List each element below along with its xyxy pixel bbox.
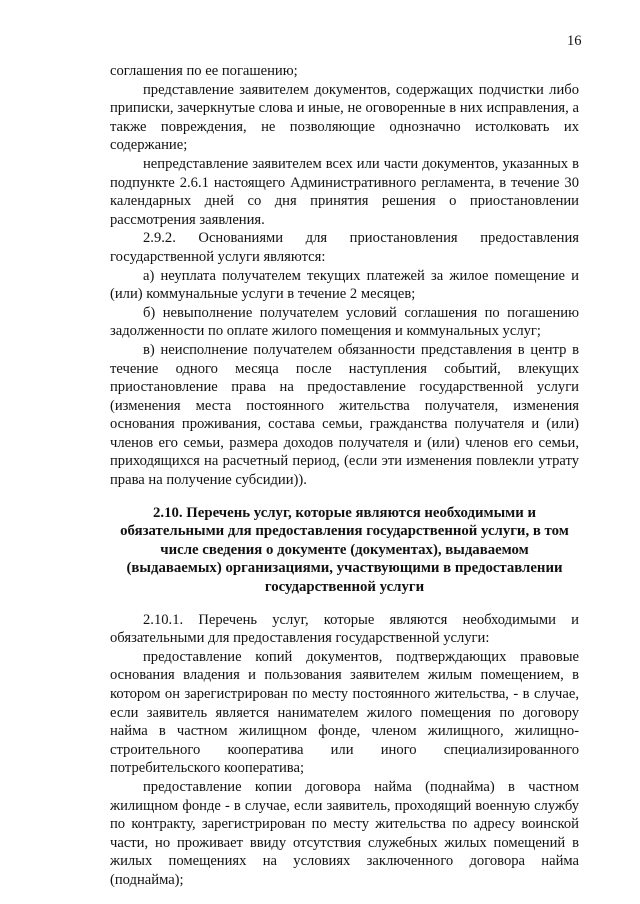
page-number: 16	[567, 33, 582, 49]
list-item-a: а) неуплата получателем текущих платежей за жилое помещение и (или) коммунальные услуги в течение 2 месяцев;	[110, 267, 579, 303]
paragraph-missing-documents: непредставление заявителем всех или части документов, указанных в подпункте 2.6.1 настоящего Административного регламента, в течение 30 календарных дней со дня принятия решения о приостановлении рассмотрения заявления.	[110, 155, 579, 228]
list-item-b: б) невыполнение получателем условий соглашения по погашению задолженности по оплате жилого помещения и коммунальных услуг;	[110, 304, 579, 340]
document-body	[110, 62, 579, 890]
section-heading-2-10: 2.10. Перечень услуг, которые являются необходимыми и обязательными для предоставления государственной услуги, в том числе сведения о документе (документах), выдаваемом (выдаваемых) организациями, участвующими в предоставлении государственной услуги	[120, 504, 569, 596]
paragraph-copies-documents: предоставление копий документов, подтверждающих правовые основания владения и пользования заявителем жилым помещением, в котором он зарегистрирован по месту постоянного жительства, - в случае, если заявитель является нанимателем жилого помещения по договору найма в частном жилищном фонде, членом жилищного, жилищно-строительного кооператива или иного специализированного потребительского кооператива;	[110, 648, 579, 777]
paragraph-lease-contract: предоставление копии договора найма (поднайма) в частном жилищном фонде - в случае, если заявитель, проходящий военную службу по контракту, зарегистрирован по месту жительства по адресу воинской части, но проживает ввиду отсутствия служебных жилых помещений в жилых помещениях на условиях заключенного договора найма (поднайма);	[110, 778, 579, 888]
paragraph-corrections: представление заявителем документов, содержащих подчистки либо приписки, зачеркнутые слова и иные, не оговоренные в них исправления, а также повреждения, не позволяющие однозначно истолковать их содержание;	[110, 81, 579, 154]
paragraph-2-10-1: 2.10.1. Перечень услуг, которые являются необходимыми и обязательными для предоставления государственной услуги:	[110, 611, 579, 647]
paragraph-2-9-2: 2.9.2. Основаниями для приостановления предоставления государственной услуги являются:	[110, 230, 579, 265]
paragraph-continuation: соглашения по ее погашению;	[110, 63, 298, 79]
list-item-v: в) неисполнение получателем обязанности представления в центр в течение одного месяца после наступления событий, влекущих приостановление права на предоставление государственной услуги (изменения места постоянного жительства получателя, изменения основания проживания, состава семьи, гражданства получателя и (или) членов его семьи, размера доходов получателя и (или) членов его семьи, приходящихся на расчетный период, (если эти изменения повлекли утрату права на получение субсидии)).	[110, 341, 579, 489]
